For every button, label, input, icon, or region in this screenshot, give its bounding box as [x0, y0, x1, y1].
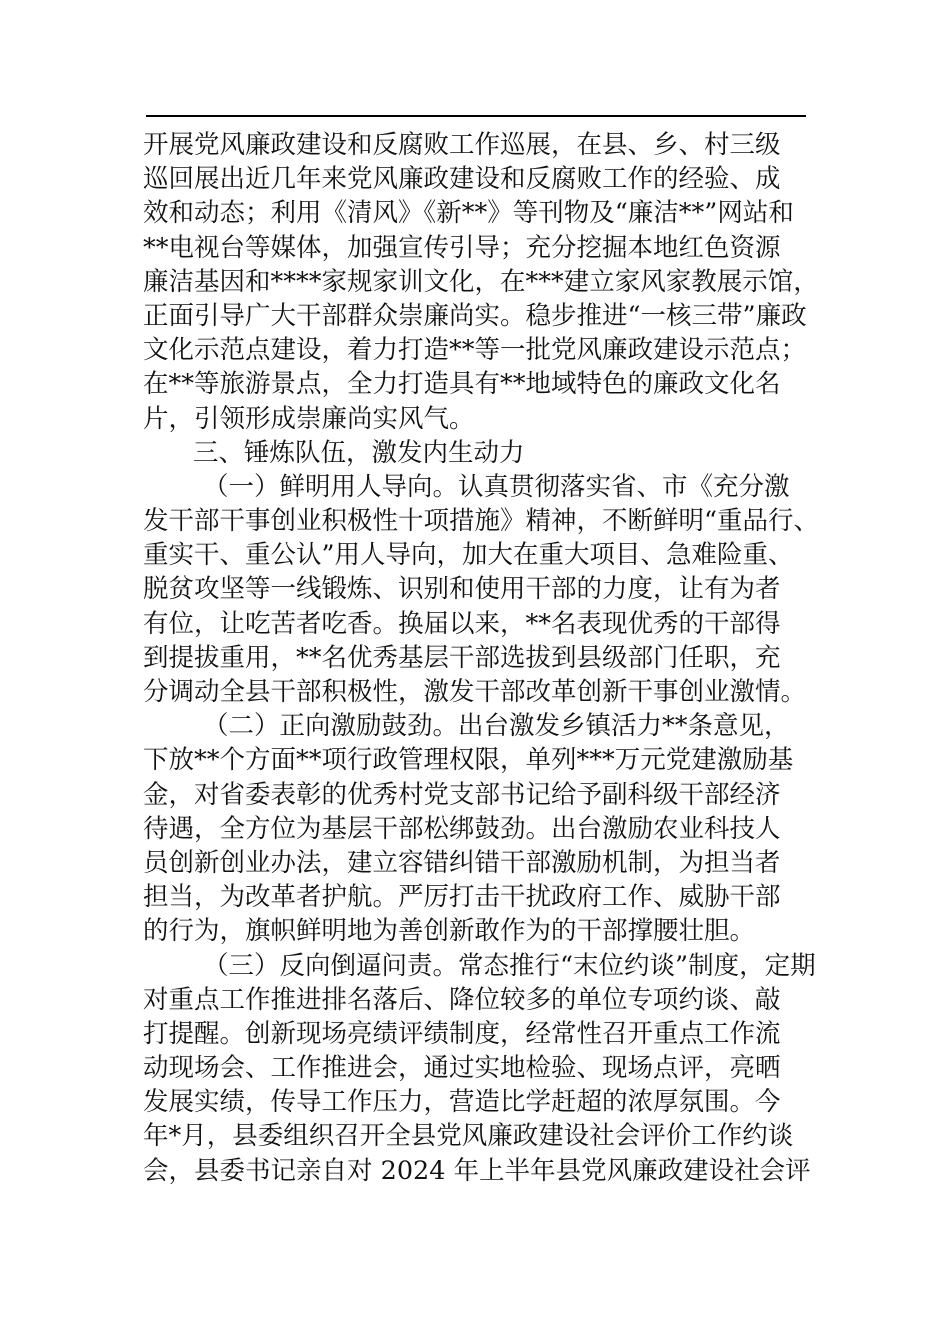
text-line: 文化示范点建设，着力打造**等一批党风廉政建设示范点；: [143, 335, 807, 366]
text-line: 正面引导广大干部群众崇廉尚实。稳步推进“一核三带”廉政: [143, 300, 807, 331]
section-heading: 三、锤炼队伍，激发内生动力: [193, 437, 525, 468]
text-line: 开展党风廉政建设和反腐败工作巡展，在县、乡、村三级: [143, 130, 781, 160]
text-line: 巡回展出近几年来党风廉政建设和反腐败工作的经验、成: [143, 164, 781, 195]
text-line: **电视台等媒体，加强宣传引导；充分挖掘本地红色资源: [143, 232, 781, 263]
text-line: 有位，让吃苦者吃香。换届以来，**名表现优秀的干部得: [143, 608, 781, 639]
text-line: 片，引领形成崇廉尚实风气。: [143, 403, 475, 434]
text-line: 金，对省委表彰的优秀村党支部书记给予副科级干部经济: [143, 779, 781, 810]
header-rule: [146, 115, 806, 117]
text-line: 发展实绩，传导工作压力，营造比学赶超的浓厚氛围。今: [143, 1087, 781, 1118]
body-text: [143, 128, 820, 1188]
text-line: 廉洁基因和****家规家训文化，在***建立家风家教展示馆，: [143, 266, 819, 297]
text-line: 打提醒。创新现场亮绩评绩制度，经常性召开重点工作流: [143, 1018, 781, 1049]
text-line: 会，县委书记亲自对 2024 年上半年县党风廉政建设社会评: [143, 1155, 811, 1186]
text-line: 对重点工作推进排名落后、降位较多的单位专项约谈、敲: [143, 984, 781, 1015]
text-line: 动现场会、工作推进会，通过实地检验、现场点评，亮晒: [143, 1053, 781, 1084]
subsection-heading-line: （一）鲜明用人导向。认真贯彻落实省、市《充分激: [203, 471, 790, 502]
text-line: 发干部干事创业积极性十项措施》精神，不断鲜明“重品行、: [143, 506, 820, 537]
text-line: 员创新创业办法，建立容错纠错干部激励机制，为担当者: [143, 847, 781, 878]
text-line: 分调动全县干部积极性，激发干部改革创新干事创业激情。: [143, 677, 807, 707]
text-line: 到提拔重用，**名优秀基层干部选拔到县级部门任职，充: [143, 642, 781, 673]
subsection-heading-line: （三）反向倒逼问责。常态推行“末位约谈”制度，定期: [203, 950, 816, 981]
text-line: 下放**个方面**项行政管理权限，单列***万元党建激励基: [143, 745, 794, 776]
text-line: 在**等旅游景点，全力打造具有**地域特色的廉政文化名: [143, 369, 781, 400]
text-line: 脱贫攻坚等一线锻炼、识别和使用干部的力度，让有为者: [143, 574, 781, 605]
text-line: 效和动态；利用《清风》《新**》等刊物及“廉洁**”网站和: [143, 198, 794, 229]
subsection-heading-line: （二）正向激励鼓劲。出台激发乡镇活力**条意见，: [203, 711, 790, 742]
text-line: 待遇，全方位为基层干部松绑鼓劲。出台激励农业科技人: [143, 813, 781, 844]
text-line: 年*月，县委组织召开全县党风廉政建设社会评价工作约谈: [143, 1121, 794, 1152]
text-line: 重实干、重公认”用人导向，加大在重大项目、急难险重、: [143, 540, 794, 571]
text-line: 担当，为改革者护航。严厉打击干扰政府工作、威胁干部: [143, 882, 781, 913]
text-line: 的行为，旗帜鲜明地为善创新敢作为的干部撑腰壮胆。: [143, 916, 756, 947]
